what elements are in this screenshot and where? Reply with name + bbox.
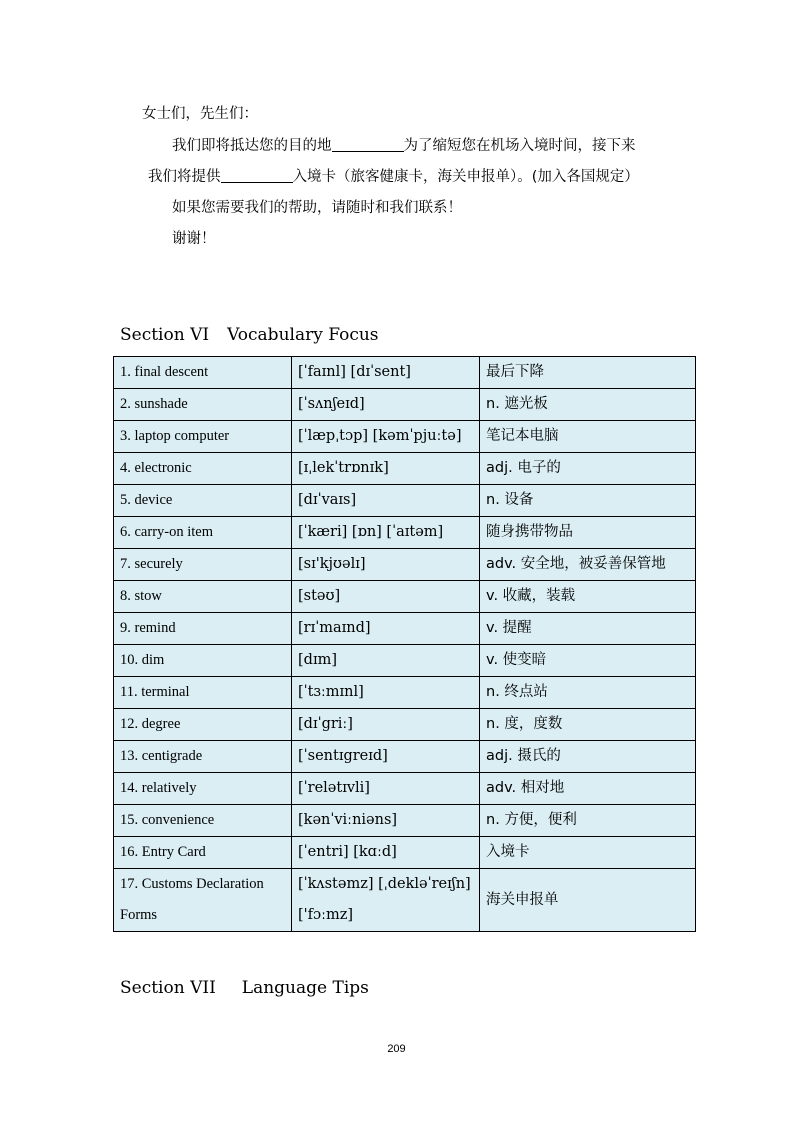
- table-row: [114, 741, 696, 773]
- table-row: [114, 645, 696, 677]
- vocab-term: 9. remind: [114, 613, 292, 645]
- line-2-end: 入境卡（旅客健康卡，海关申报单）。(加入各国规定）: [292, 169, 639, 185]
- announcement-line-1: [172, 134, 636, 155]
- vocab-meaning: v. 收藏，装载: [480, 581, 696, 613]
- vocab-phonetic: [ˈrelətɪvli]: [292, 773, 480, 805]
- fill-blank-forms: [221, 167, 293, 183]
- vocab-meaning: 入境卡: [480, 837, 696, 869]
- section-6-title: Vocabulary Focus: [227, 325, 379, 345]
- vocab-phonetic: [ˈtɜːmɪnl]: [292, 677, 480, 709]
- table-row: [114, 581, 696, 613]
- vocab-term: 4. electronic: [114, 453, 292, 485]
- vocab-term: 2. sunshade: [114, 389, 292, 421]
- vocab-phonetic: [kənˈviːniəns]: [292, 805, 480, 837]
- announcement-line-4: 谢谢！: [172, 231, 216, 247]
- vocab-phonetic: [ˈkæri] [ɒn] [ˈaɪtəm]: [292, 517, 480, 549]
- vocab-meaning: n. 终点站: [480, 677, 696, 709]
- vocab-term: 3. laptop computer: [114, 421, 292, 453]
- line-1-start: 我们即将抵达您的目的地: [172, 138, 332, 154]
- vocab-term: 13. centigrade: [114, 741, 292, 773]
- vocab-phonetic: [stəʊ]: [292, 581, 480, 613]
- table-row: [114, 613, 696, 645]
- vocabulary-table: [113, 356, 696, 932]
- vocab-meaning: 笔记本电脑: [480, 421, 696, 453]
- table-row: [114, 869, 696, 932]
- line-2-start: 我们将提供: [148, 169, 221, 185]
- vocab-term: 15. convenience: [114, 805, 292, 837]
- vocab-phonetic: [ˈkʌstəmz] [ˌdekləˈreɪʃn] ['fɔːmz]: [292, 869, 480, 932]
- fill-blank-destination: [332, 136, 404, 152]
- greeting: 女士们，先生们：: [142, 106, 258, 122]
- vocab-phonetic: [ˈsentɪgreɪd]: [292, 741, 480, 773]
- section-7-heading: [120, 978, 369, 998]
- vocab-meaning: adj. 电子的: [480, 453, 696, 485]
- vocab-meaning: n. 设备: [480, 485, 696, 517]
- table-row: [114, 677, 696, 709]
- line-1-end: 为了缩短您在机场入境时间，接下来: [403, 138, 636, 154]
- section-7-label: Section VII: [120, 978, 216, 998]
- vocab-phonetic: [dɪˈgriː]: [292, 709, 480, 741]
- table-row: [114, 389, 696, 421]
- vocab-term: 16. Entry Card: [114, 837, 292, 869]
- announcement-line-3: 如果您需要我们的帮助，请随时和我们联系！: [172, 200, 462, 216]
- vocab-term: 5. device: [114, 485, 292, 517]
- vocab-phonetic: [ɪˌlekˈtrɒnɪk]: [292, 453, 480, 485]
- vocab-meaning: v. 使变暗: [480, 645, 696, 677]
- vocab-phonetic: [dɪˈvaɪs]: [292, 485, 480, 517]
- vocab-term: 12. degree: [114, 709, 292, 741]
- vocab-meaning: 海关申报单: [480, 869, 696, 932]
- table-row: [114, 485, 696, 517]
- vocab-phonetic: [ˈlæpˌtɔp] [kəmˈpjuːtə]: [292, 421, 480, 453]
- vocab-meaning: n. 方便，便利: [480, 805, 696, 837]
- vocab-meaning: adv. 安全地，被妥善保管地: [480, 549, 696, 581]
- vocab-term: 14. relatively: [114, 773, 292, 805]
- table-row: [114, 421, 696, 453]
- vocab-meaning: v. 提醒: [480, 613, 696, 645]
- vocab-term: 10. dim: [114, 645, 292, 677]
- vocab-meaning: 随身携带物品: [480, 517, 696, 549]
- vocab-phonetic: [sɪ'kjʊəlɪ]: [292, 549, 480, 581]
- vocab-term: 8. stow: [114, 581, 292, 613]
- vocab-term: 7. securely: [114, 549, 292, 581]
- vocab-phonetic: [ˈentri] [kɑːd]: [292, 837, 480, 869]
- table-row: [114, 517, 696, 549]
- table-row: [114, 837, 696, 869]
- section-7-title: Language Tips: [241, 978, 369, 998]
- vocab-meaning: 最后下降: [480, 357, 696, 389]
- vocab-term: 1. final descent: [114, 357, 292, 389]
- page-number: 209: [387, 1043, 406, 1055]
- vocab-phonetic: [rɪˈmaɪnd]: [292, 613, 480, 645]
- section-6-label: Section VI: [120, 325, 210, 345]
- table-row: [114, 709, 696, 741]
- table-row: [114, 549, 696, 581]
- table-row: [114, 805, 696, 837]
- table-row: [114, 773, 696, 805]
- vocab-phonetic: [ˈfaɪnl] [dɪˈsent]: [292, 357, 480, 389]
- vocab-term: 6. carry-on item: [114, 517, 292, 549]
- table-row: [114, 453, 696, 485]
- vocab-phonetic: [dɪm]: [292, 645, 480, 677]
- vocab-phonetic: [ˈsʌnʃeɪd]: [292, 389, 480, 421]
- section-6-heading: [120, 325, 379, 345]
- vocab-term: 17. Customs Declaration Forms: [114, 869, 292, 932]
- vocab-meaning: n. 度，度数: [480, 709, 696, 741]
- vocab-meaning: adv. 相对地: [480, 773, 696, 805]
- announcement-line-2: [148, 165, 639, 186]
- table-row: [114, 357, 696, 389]
- vocab-meaning: n. 遮光板: [480, 389, 696, 421]
- vocab-meaning: adj. 摄氏的: [480, 741, 696, 773]
- vocab-term: 11. terminal: [114, 677, 292, 709]
